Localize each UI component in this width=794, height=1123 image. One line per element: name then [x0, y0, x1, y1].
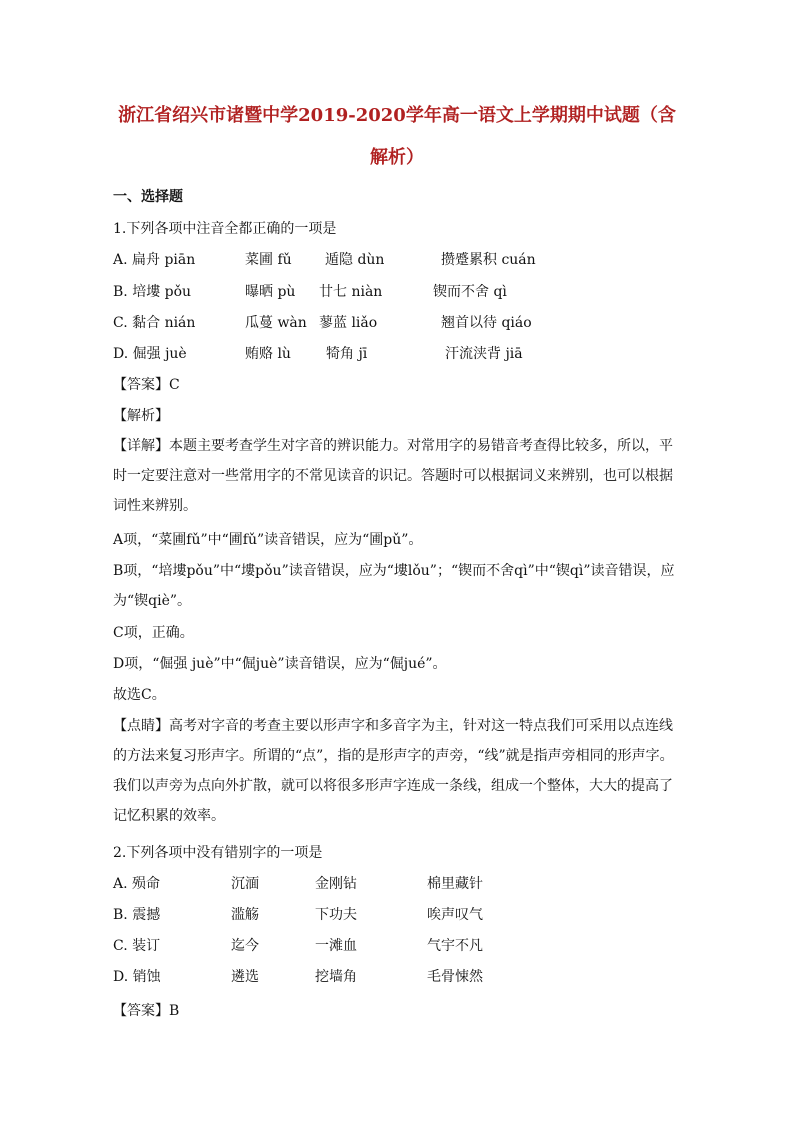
option-a-item-4: 攒蹙累积 cuán — [441, 252, 536, 268]
question-1-point: 【点睛】高考对字音的考查主要以形声字和多音字为主，针对这一特点我们可采用以点连线的方法来复习形声字。所谓的“点”，指的是形声字的声旁，“线”就是指声旁相同的形声字。我们以声旁为点向外扩散，就可以将很多形声字连成一条线，组成一个整体，大大的提高了记忆积累的效率。 — [113, 718, 674, 824]
question-1-detail: 【详解】本题主要考查学生对字音的辨识能力。对常用字的易错音考查得比较多，所以，平时一定要注意对一些常用字的不常见读音的识记。答题时可以根据词义来辨别，也可以根据词性来辨别。 — [113, 438, 673, 514]
option-c-item-3: 蓼蓝 liǎo — [319, 315, 378, 331]
question-1-answer: 【答案】C — [113, 377, 180, 393]
option-d-item-4: 汗流浃背 jiā — [445, 346, 523, 362]
q2-option-b-item-3: 下功夫 — [315, 907, 357, 923]
question-1-item-b: B项，“培塿pǒu”中“塿pǒu”读音错误，应为“塿lǒu”；“锲而不舍qì”中“锲qì”读音错误，应为“锲qiè”。 — [113, 563, 675, 609]
option-b-item-3: 廿七 niàn — [319, 284, 383, 300]
question-1-analysis-label: 【解析】 — [113, 408, 169, 424]
q2-option-c-item-1: C. 装订 — [113, 938, 161, 954]
section-heading: 一、选择题 — [113, 189, 183, 205]
q2-option-b-item-1: B. 震撼 — [113, 907, 161, 923]
question-2-answer: 【答案】B — [113, 1003, 180, 1019]
q2-option-c-item-3: 一滩血 — [315, 938, 357, 954]
option-c-item-4: 翘首以待 qiáo — [441, 315, 532, 331]
q2-option-a-item-2: 沉湎 — [231, 876, 259, 892]
question-1-item-c: C项，正确。 — [113, 625, 194, 641]
option-a-item-3: 遁隐 dùn — [325, 252, 385, 268]
q2-option-c-item-4: 气宇不凡 — [427, 938, 483, 954]
option-a-item-2: 菜圃 fǔ — [245, 252, 292, 268]
document-title-line-1: 浙江省绍兴市诸暨中学2019-2020学年高一语文上学期期中试题（含 — [118, 105, 676, 126]
option-d-item-1: D. 倔强 juè — [113, 346, 187, 362]
q2-option-b-item-4: 唉声叹气 — [427, 907, 483, 923]
question-1-stem: 1.下列各项中注音全都正确的一项是 — [113, 221, 337, 237]
option-b-item-2: 曝晒 pù — [245, 284, 296, 300]
q2-option-d-item-1: D. 销蚀 — [113, 969, 161, 985]
option-b-item-4: 锲而不舍 qì — [433, 284, 507, 300]
option-c-item-2: 瓜蔓 wàn — [245, 315, 307, 331]
q2-option-d-item-4: 毛骨悚然 — [427, 969, 483, 985]
question-1-item-d: D项，“倔强 juè”中“倔juè”读音错误，应为“倔jué”。 — [113, 656, 447, 672]
q2-option-a-item-4: 棉里藏针 — [427, 876, 483, 892]
document-title-line-2: 解析） — [370, 147, 424, 168]
option-d-item-3: 犄角 jī — [326, 346, 368, 362]
option-d-item-2: 贿赂 lù — [245, 346, 291, 362]
q2-option-d-item-2: 遴选 — [231, 969, 259, 985]
q2-option-b-item-2: 滥觞 — [231, 907, 259, 923]
q2-option-a-item-3: 金刚钻 — [315, 876, 357, 892]
q2-option-d-item-3: 挖墙角 — [315, 969, 357, 985]
option-a-item-1: A. 扁舟 piān — [113, 252, 196, 268]
option-c-item-1: C. 黏合 nián — [113, 315, 196, 331]
option-b-item-1: B. 培塿 pǒu — [113, 284, 192, 300]
q2-option-a-item-1: A. 殒命 — [113, 876, 161, 892]
question-1-conclusion: 故选C。 — [113, 687, 166, 703]
question-1-item-a: A项，“菜圃fǔ”中“圃fǔ”读音错误，应为“圃pǔ”。 — [113, 532, 423, 548]
q2-option-c-item-2: 迄今 — [231, 938, 259, 954]
question-2-stem: 2.下列各项中没有错别字的一项是 — [113, 845, 323, 861]
